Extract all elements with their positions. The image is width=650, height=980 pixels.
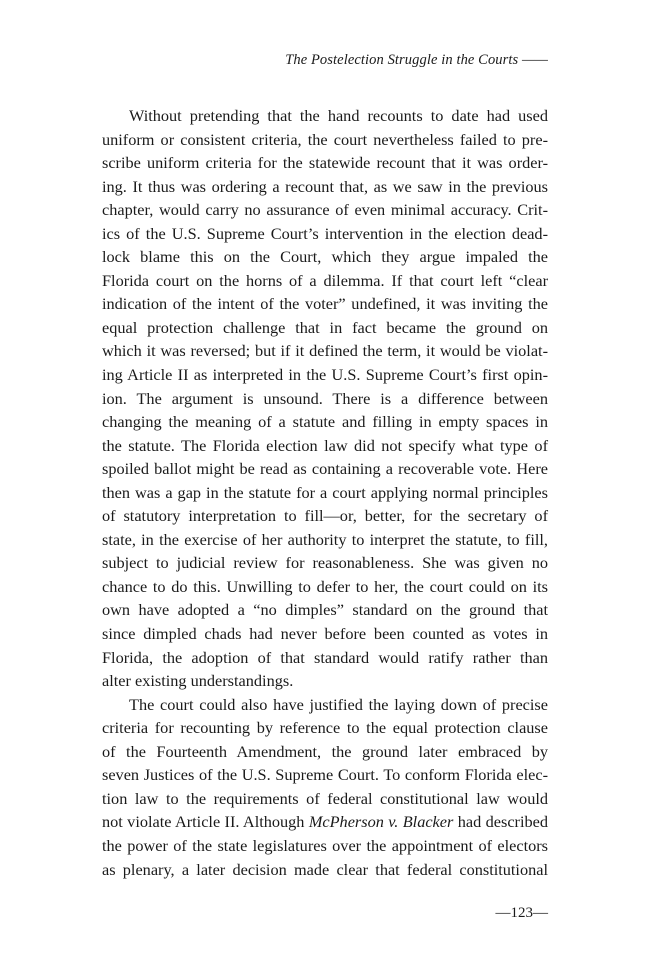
text-line: ing. It thus was ordering a recount that, as we saw in the previous bbox=[102, 176, 548, 196]
page-number: —123— bbox=[495, 905, 548, 921]
text-line: indication of the intent of the voter” undefined, it was inviting the bbox=[102, 294, 548, 314]
text-line: scribe uniform criteria for the statewide recount that it was order- bbox=[102, 153, 548, 173]
text-line: The court could also have justified the laying down of precise bbox=[129, 694, 548, 714]
text-line: own have adopted a “no dimples” standard on the ground that bbox=[102, 600, 548, 620]
body-text bbox=[102, 104, 548, 881]
text-line: spoiled ballot might be read as containing a recoverable vote. Here bbox=[102, 459, 548, 479]
case-name-citation: McPherson v. Blacker bbox=[308, 812, 454, 832]
text-line: chapter, would carry no assurance of even minimal accuracy. Crit- bbox=[102, 200, 548, 220]
text-line: as plenary, a later decision made clear that federal constitutional bbox=[102, 859, 548, 879]
text-line: of statutory interpretation to fill—or, better, for the secretary of bbox=[102, 506, 548, 526]
text-line: uniform or consistent criteria, the court nevertheless failed to pre- bbox=[102, 129, 548, 149]
text-line: ing Article II as interpreted in the U.S. Supreme Court’s first opin- bbox=[102, 365, 548, 385]
text-line: changing the meaning of a statute and filling in empty spaces in bbox=[102, 412, 548, 432]
text-line: subject to judicial review for reasonableness. She was given no bbox=[102, 553, 548, 573]
text-line: since dimpled chads had never before been counted as votes in bbox=[102, 624, 548, 644]
text-line: the statute. The Florida election law did not specify what type of bbox=[102, 435, 548, 455]
text-segment: had described bbox=[453, 812, 549, 832]
text-line: criteria for recounting by reference to the equal protection clause bbox=[102, 718, 548, 738]
text-line: Without pretending that the hand recounts to date had used bbox=[129, 106, 548, 125]
text-line: then was a gap in the statute for a court applying normal principles bbox=[102, 482, 548, 502]
text-line: state, in the exercise of her authority to interpret the statute, to fill, bbox=[102, 529, 548, 549]
text-line: ics of the U.S. Supreme Court’s intervention in the election dead- bbox=[102, 223, 548, 243]
running-head bbox=[285, 52, 548, 69]
text-line: which it was reversed; but if it defined the term, it would be violat- bbox=[102, 341, 548, 361]
text-line: equal protection challenge that in fact became the ground on bbox=[102, 317, 548, 337]
text-line: lock blame this on the Court, which they argue impaled the bbox=[102, 247, 548, 267]
text-line: ion. The argument is unsound. There is a difference between bbox=[102, 388, 548, 408]
text-line: the power of the state legislatures over the appointment of electors bbox=[102, 835, 548, 855]
text-line-with-case-citation bbox=[102, 810, 548, 834]
text-line: seven Justices of the U.S. Supreme Court. To conform Florida elec- bbox=[102, 765, 548, 785]
text-segment: not violate Article II. Although bbox=[102, 812, 309, 832]
running-head-rule: —— bbox=[522, 52, 548, 68]
text-line: Florida court on the horns of a dilemma. If that court left “clear bbox=[102, 270, 548, 290]
paragraph-1 bbox=[102, 104, 548, 693]
text-line: tion law to the requirements of federal constitutional law would bbox=[102, 788, 548, 808]
text-line: of the Fourteenth Amendment, the ground later embraced by bbox=[102, 741, 548, 761]
paragraph-2 bbox=[102, 693, 548, 881]
text-line: Florida, the adoption of that standard would ratify rather than bbox=[102, 647, 548, 667]
text-line: chance to do this. Unwilling to defer to her, the court could on its bbox=[102, 576, 548, 596]
running-head-title: The Postelection Struggle in the Courts bbox=[285, 52, 519, 68]
text-line: alter existing understandings. bbox=[102, 671, 294, 691]
